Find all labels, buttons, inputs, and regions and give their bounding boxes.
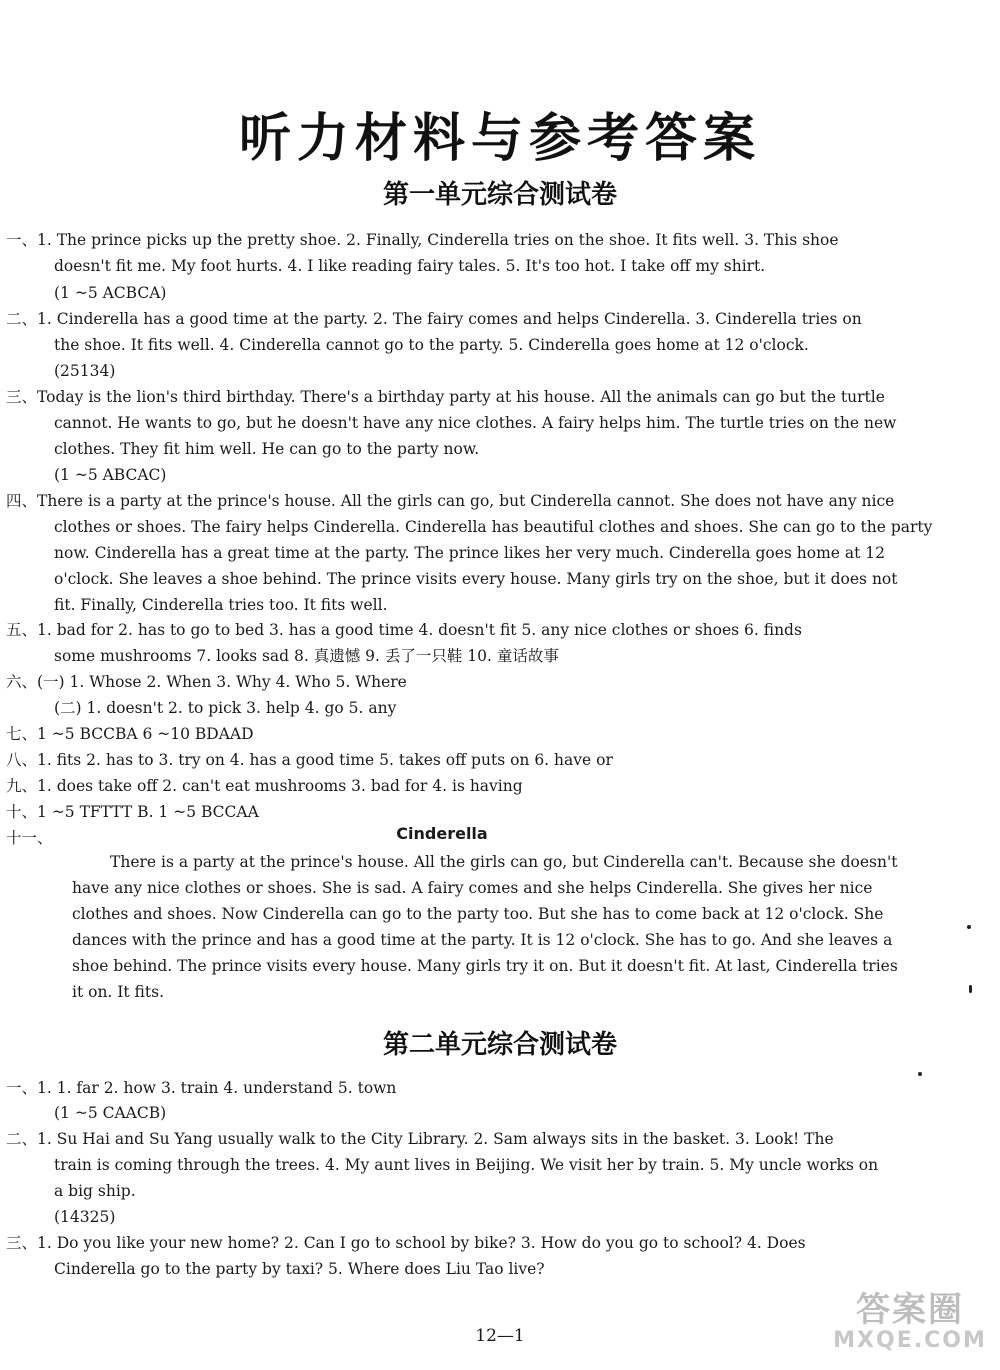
answer-line: fit. Finally, Cinderella tries too. It fits well.: [54, 596, 388, 614]
story-line: have any nice clothes or shoes. She is sad. A fairy comes and she helps Cinderella. She gives her nice: [72, 879, 873, 897]
answer-line: 二、1. Cinderella has a good time at the party. 2. The fairy comes and helps Cinderella. 3. Cinderella tries on: [6, 310, 862, 328]
answer-line: 五、1. bad for 2. has to go to bed 3. has a good time 4. doesn't fit 5. any nice clothes or shoes 6. finds: [6, 621, 802, 639]
section2-title: 第二单元综合测试卷: [382, 1030, 617, 1060]
scan-speck: [918, 1072, 922, 1076]
answer-line: (1 ~5 CAACB): [54, 1104, 167, 1122]
story-line: There is a party at the prince's house. All the girls can go, but Cinderella can't. Because she doesn't: [110, 853, 898, 871]
answer-line: clothes. They fit him well. He can go to the party now.: [54, 440, 480, 458]
answer-line: doesn't fit me. My foot hurts. 4. I like reading fairy tales. 5. It's too hot. I take off my shirt.: [54, 257, 766, 275]
story-title: Cinderella: [396, 824, 488, 843]
answer-line: a big ship.: [54, 1182, 136, 1200]
answer-line: 一、1. The prince picks up the pretty shoe. 2. Finally, Cinderella tries on the shoe. It fits well. 3. This shoe: [6, 231, 839, 249]
answer-line: 三、Today is the lion's third birthday. There's a birthday party at his house. All the animals can go but the turtle: [6, 388, 885, 406]
watermark-url: MXQE.COM: [833, 1328, 987, 1353]
answer-line: (25134): [54, 362, 116, 380]
section1-title: 第一单元综合测试卷: [382, 180, 617, 210]
answer-line: clothes or shoes. The fairy helps Cinderella. Cinderella has beautiful clothes and shoes. She can go to the party: [54, 518, 933, 536]
answer-line: (二) 1. doesn't 2. to pick 3. help 4. go 5. any: [54, 699, 397, 717]
answer-line: (1 ~5 ABCAC): [54, 466, 167, 484]
answer-line: 七、1 ~5 BCCBA 6 ~10 BDAAD: [6, 725, 254, 743]
page-number: 12—1: [475, 1326, 525, 1346]
story-line: dances with the prince and has a good time at the party. It is 12 o'clock. She has to go. And she leaves a: [72, 931, 893, 949]
watermark-logo-text: 答案圈: [856, 1290, 964, 1330]
answer-line: (14325): [54, 1208, 116, 1226]
answer-line: 九、1. does take off 2. can't eat mushrooms 3. bad for 4. is having: [6, 777, 523, 795]
answer-line: o'clock. She leaves a shoe behind. The prince visits every house. Many girls try on the shoe, but it does not: [54, 570, 898, 588]
answer-line: 二、1. Su Hai and Su Yang usually walk to the City Library. 2. Sam always sits in the basket. 3. Look! The: [6, 1130, 834, 1148]
story-line: shoe behind. The prince visits every house. Many girls try it on. But it doesn't fit. At last, Cinderella tries: [72, 957, 898, 975]
answer-line: now. Cinderella has a great time at the party. The prince likes her very much. Cinderella goes home at 12: [54, 544, 886, 562]
answer-line: 十一、: [6, 829, 53, 847]
answer-line: 一、1. 1. far 2. how 3. train 4. understand 5. town: [6, 1079, 397, 1097]
page-title: 听力材料与参考答案: [238, 109, 761, 169]
scan-speck: [969, 985, 972, 993]
site-watermark: [830, 1282, 990, 1360]
answer-line: train is coming through the trees. 4. My aunt lives in Beijing. We visit her by train. 5. My uncle works on: [54, 1156, 879, 1174]
answer-line: (1 ~5 ACBCA): [54, 284, 167, 302]
story-line: it on. It fits.: [72, 983, 165, 1001]
answer-line: 十、1 ~5 TFTTT B. 1 ~5 BCCAA: [6, 803, 259, 821]
answer-line: Cinderella go to the party by taxi? 5. Where does Liu Tao live?: [54, 1260, 545, 1278]
answer-line: 三、1. Do you like your new home? 2. Can I go to school by bike? 3. How do you go to school? 4. Does: [6, 1234, 806, 1252]
answer-line: the shoe. It fits well. 4. Cinderella cannot go to the party. 5. Cinderella goes home at 12 o'clock.: [54, 336, 809, 354]
answer-line: cannot. He wants to go, but he doesn't have any nice clothes. A fairy helps him. The turtle tries on the new: [54, 414, 897, 432]
answer-line: 四、There is a party at the prince's house. All the girls can go, but Cinderella cannot. She does not have any nice: [6, 492, 895, 510]
answer-line: 八、1. fits 2. has to 3. try on 4. has a good time 5. takes off puts on 6. have or: [6, 751, 613, 769]
story-line: clothes and shoes. Now Cinderella can go to the party too. But she has to come back at 12 o'clock. She: [72, 905, 884, 923]
scan-speck: [967, 925, 971, 929]
answer-line: 六、(一) 1. Whose 2. When 3. Why 4. Who 5. Where: [6, 673, 407, 691]
answer-line: some mushrooms 7. looks sad 8. 真遗憾 9. 丢了一只鞋 10. 童话故事: [54, 647, 559, 665]
